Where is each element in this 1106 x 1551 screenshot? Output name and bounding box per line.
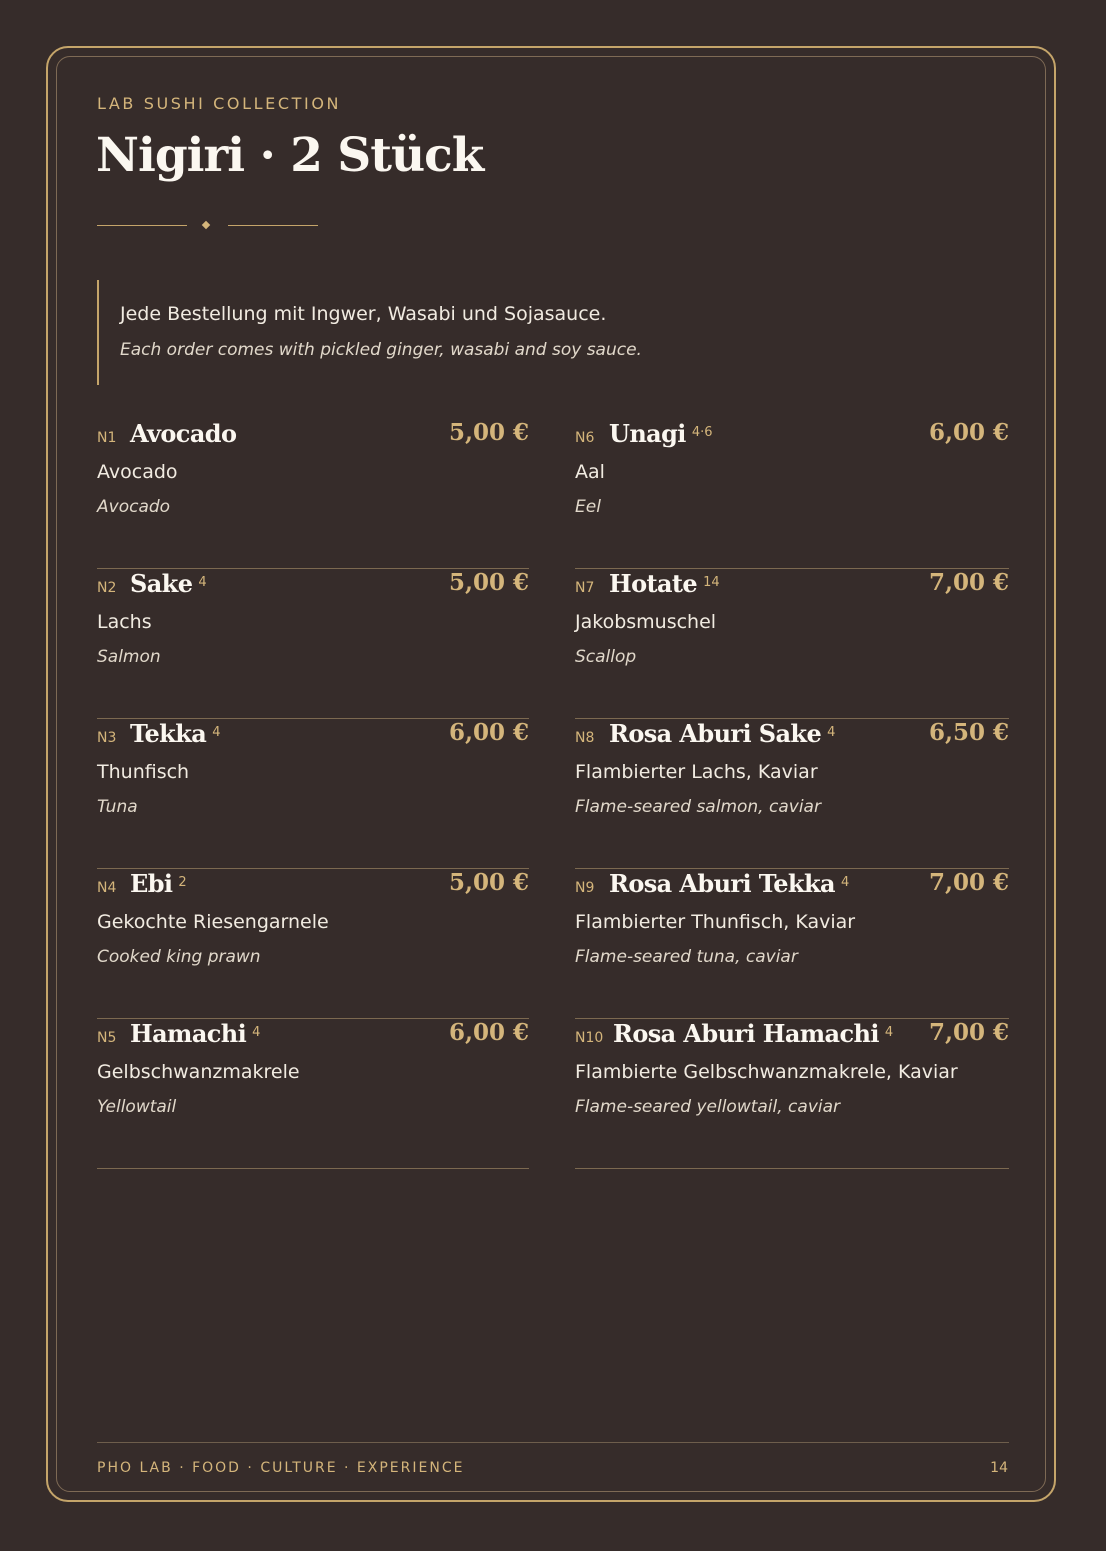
menu-item xyxy=(575,719,1009,869)
title-ornament xyxy=(97,218,317,232)
menu-item-head xyxy=(97,569,529,609)
item-description-german: Gelbschwanzmakrele xyxy=(97,1061,300,1083)
menu-item xyxy=(575,569,1009,719)
item-allergens: 4 xyxy=(884,1025,894,1040)
item-description-english: Yellowtail xyxy=(97,1097,177,1117)
menu-item xyxy=(575,1019,1009,1169)
item-allergens: 2 xyxy=(178,875,187,890)
item-allergens: 4 xyxy=(827,725,836,740)
item-description-english: Salmon xyxy=(97,647,161,667)
item-price: 6,00 € xyxy=(448,1019,529,1046)
item-name: Hotate $^{14}$ xyxy=(609,569,720,598)
menu-item-head xyxy=(97,419,529,459)
item-allergens: 4 xyxy=(212,725,221,740)
item-description-english: Flame-seared tuna, caviar xyxy=(575,947,798,967)
item-allergens: 4 xyxy=(840,875,850,890)
item-price: 7,00 € xyxy=(928,1019,1009,1046)
item-description-german: Avocado xyxy=(97,461,178,483)
item-name: Ebi $^2$ xyxy=(130,869,187,898)
item-name: Rosa Aburi Tekka $^4$ xyxy=(609,869,850,898)
item-number: N9 xyxy=(575,880,595,896)
item-name: Unagi $^{4\cdot 6}$ xyxy=(609,419,713,448)
item-price: 5,00 € xyxy=(448,569,529,596)
item-name: Hamachi $^4$ xyxy=(130,1019,261,1048)
item-name: Rosa Aburi Sake $^4$ xyxy=(609,719,836,748)
item-price: 6,00 € xyxy=(448,719,529,746)
menu-item-head xyxy=(97,869,529,909)
menu-item-head xyxy=(97,719,529,759)
menu-item xyxy=(97,419,529,569)
item-description-german: Jakobsmuschel xyxy=(575,611,717,633)
item-number: N3 xyxy=(97,730,117,746)
item-price: 5,00 € xyxy=(448,869,529,896)
item-number: N6 xyxy=(575,430,595,446)
item-description-english: Scallop xyxy=(575,647,637,667)
item-price: 5,00 € xyxy=(448,419,529,446)
item-number: N4 xyxy=(97,880,117,896)
menu-item-head xyxy=(575,869,1009,909)
menu-item-head xyxy=(575,419,1009,459)
service-note xyxy=(97,280,697,385)
item-number: N1 xyxy=(97,430,117,446)
item-description-german: Flambierte Gelbschwanzmakrele, Kaviar xyxy=(575,1061,958,1083)
item-number: N8 xyxy=(575,730,595,746)
item-name: Tekka $^4$ xyxy=(130,719,221,748)
item-allergens: 4 xyxy=(252,1025,261,1040)
item-description-german: Gekochte Riesengarnele xyxy=(97,911,329,933)
item-description-german: Flambierter Thunfisch, Kaviar xyxy=(575,911,856,933)
item-description-german: Aal xyxy=(575,461,605,483)
section-eyebrow: LAB SUSHI COLLECTION xyxy=(97,94,342,113)
menu-item xyxy=(97,569,529,719)
item-allergens: 4·6 xyxy=(691,425,713,440)
menu-item-head xyxy=(575,719,1009,759)
item-number: N10 xyxy=(575,1030,604,1046)
menu-item xyxy=(575,869,1009,1019)
item-allergens: 14 xyxy=(703,575,720,590)
item-description-english: Flame-seared salmon, caviar xyxy=(575,797,821,817)
menu-item-head xyxy=(575,1019,1009,1059)
item-price: 7,00 € xyxy=(928,569,1009,596)
item-number: N5 xyxy=(97,1030,117,1046)
item-description-german: Lachs xyxy=(97,611,152,633)
item-description-english: Eel xyxy=(575,497,601,517)
page-title: Nigiri · 2 Stück xyxy=(96,128,484,183)
menu-item xyxy=(575,419,1009,569)
item-name: Sake $^4$ xyxy=(130,569,207,598)
item-price: 7,00 € xyxy=(928,869,1009,896)
page-number: 14 xyxy=(990,1460,1008,1476)
menu-item-head xyxy=(575,569,1009,609)
menu-item xyxy=(97,719,529,869)
item-name: Avocado xyxy=(130,419,237,448)
footer-brand: PHO LAB · FOOD · CULTURE · EXPERIENCE xyxy=(97,1460,465,1476)
ornament-line-left xyxy=(97,225,187,226)
diamond-icon xyxy=(202,221,210,229)
item-price: 6,50 € xyxy=(928,719,1009,746)
service-note-german: Jede Bestellung mit Ingwer, Wasabi und Sojasauce. xyxy=(120,303,607,325)
item-number: N7 xyxy=(575,580,595,596)
menu-item xyxy=(97,1019,529,1169)
menu-item xyxy=(97,869,529,1019)
item-description-english: Flame-seared yellowtail, caviar xyxy=(575,1097,841,1117)
ornament-line-right xyxy=(228,225,318,226)
footer-divider xyxy=(97,1442,1009,1443)
item-allergens: 4 xyxy=(198,575,207,590)
item-price: 6,00 € xyxy=(928,419,1009,446)
item-description-english: Cooked king prawn xyxy=(97,947,261,967)
service-note-english: Each order comes with pickled ginger, wasabi and soy sauce. xyxy=(120,340,642,360)
menu-item-head xyxy=(97,1019,529,1059)
item-description-english: Avocado xyxy=(97,497,171,517)
item-description-english: Tuna xyxy=(97,797,138,817)
item-description-german: Thunfisch xyxy=(97,761,190,783)
item-description-german: Flambierter Lachs, Kaviar xyxy=(575,761,818,783)
item-number: N2 xyxy=(97,580,117,596)
item-name: Rosa Aburi Hamachi $^4$ xyxy=(613,1019,894,1048)
